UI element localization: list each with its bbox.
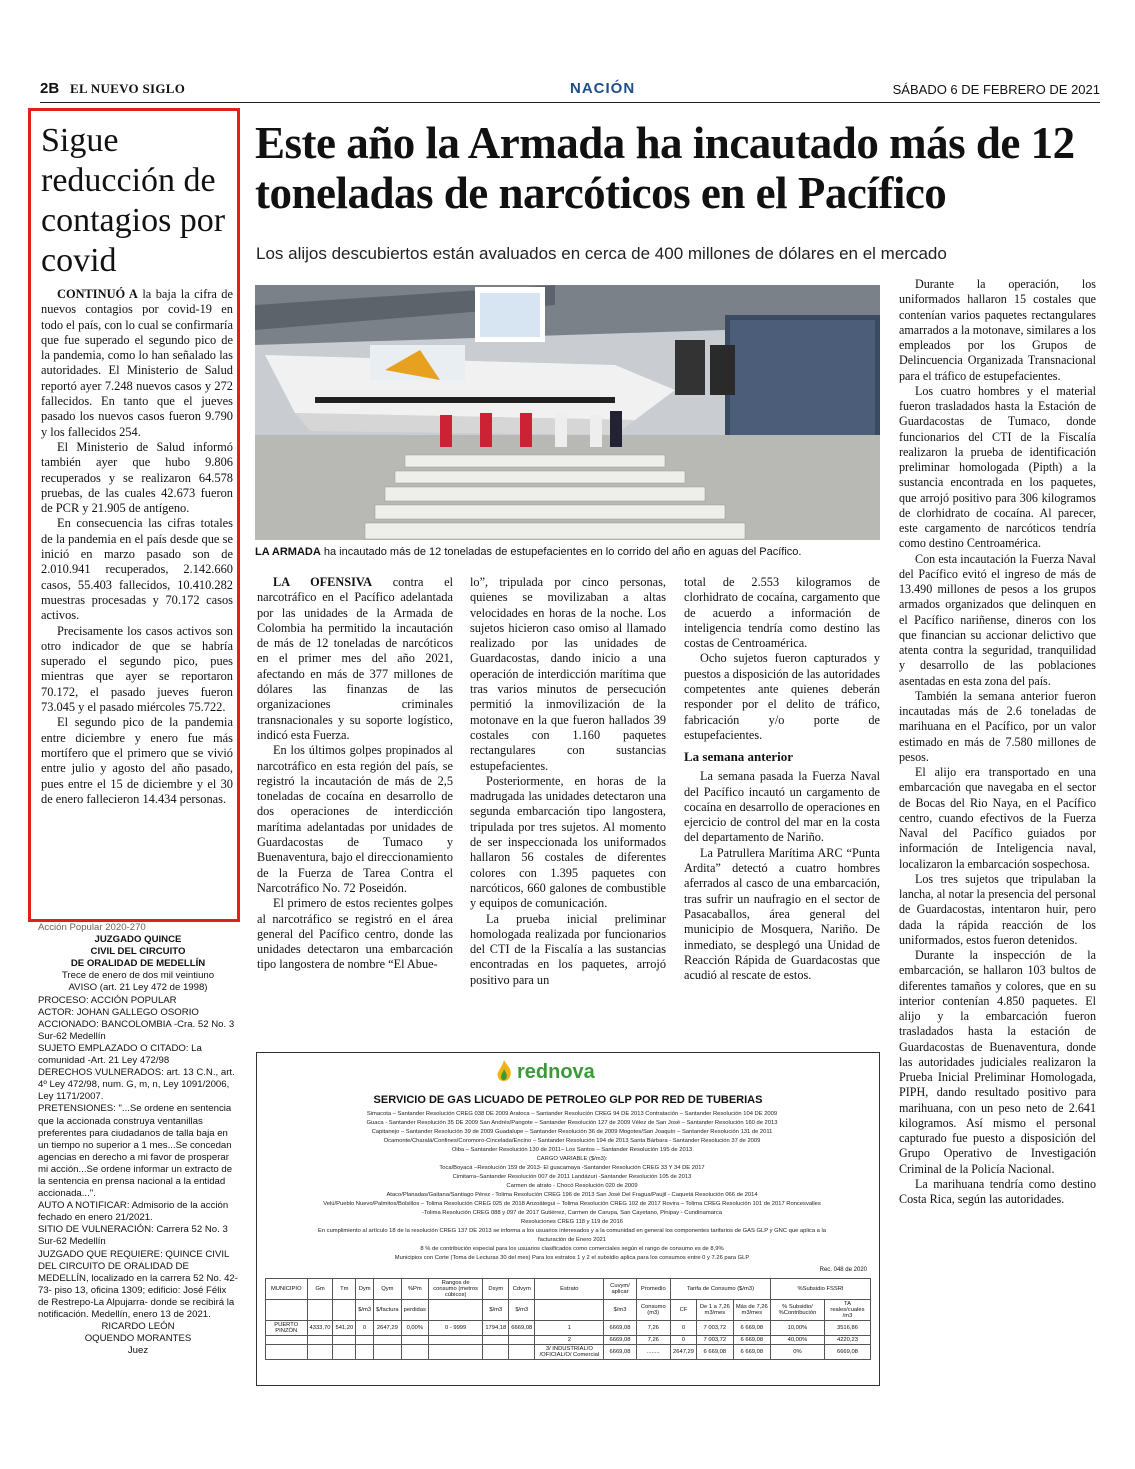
- table-cell: 4220,23: [824, 1336, 870, 1345]
- issue-date: SÁBADO 6 DE FEBRERO DE 2021: [892, 82, 1100, 97]
- table-cell: PUERTO PINZÓN: [266, 1321, 308, 1336]
- table-cell: 6 669,08: [733, 1345, 770, 1360]
- ad-line: Capitanejo – Santander Resolución 39 de 2009 Guadalupe – Santander Resolución 36 de 2009 Mogotes/San Joaquín – Santander Resolución 131 de 2011: [371, 1129, 773, 1135]
- table-subheader-cell: CF: [671, 1300, 697, 1321]
- table-cell: 2647,29: [671, 1345, 697, 1360]
- table-cell: [266, 1336, 308, 1345]
- article-headline: Este año la Armada ha incautado más de 12 toneladas de narcóticos en el Pacífico: [255, 118, 1075, 218]
- legal-line: ACTOR: JOHAN GALLEGO OSORIO: [38, 1006, 199, 1018]
- table-cell: ........: [636, 1345, 671, 1360]
- ad-line: 8 % de contribución especial para los usuarios clasificados como comerciales según el rango de consumo es de 8,9%: [420, 1246, 724, 1252]
- rednova-ad: [256, 1052, 880, 1386]
- table-subheader-cell: [535, 1300, 604, 1321]
- sidebar-paragraph: la baja la cifra de nuevos contagios por covid-19 en todo el país, con lo cual se confirmaría que fue superado el segundo pico de la pandemia, como lo han señalado las autoridades. El Ministerio de Salud reportó ayer 7.248 nuevos casos y 272 fallecidos. En tanto que el jueves pasado los nuevos casos fueron 9.790 y los fallecidos 254.: [41, 287, 233, 439]
- table-cell: 3/ INDUSTRIAL/O /OFICIAL/O/ Comercial: [535, 1345, 604, 1360]
- table-cell: 2: [535, 1336, 604, 1345]
- table-cell: [307, 1345, 333, 1360]
- legal-line: SUJETO EMPLAZADO O CITADO: La comunidad -Art. 21 Ley 472/98: [38, 1042, 202, 1067]
- legal-court: JUZGADO QUINCE: [94, 934, 182, 946]
- tariff-table: [265, 1278, 871, 1360]
- table-header-cell: Tm: [333, 1279, 356, 1300]
- ad-line: Guaca - Santander Resolución 35 DE 2009 San Andrés/Pangote – Santander Resolución 127 de 2009 Vélez de San José – Santander Resolución 160 de 2013: [366, 1120, 778, 1126]
- table-header-cell: Qym: [374, 1279, 402, 1300]
- ad-line: Resoluciones CREG 118 y 119 de 2016: [521, 1219, 623, 1225]
- article-paragraph: contra el narcotráfico en el Pacífico adelantada por las unidades de la Armada de Colombia ha permitido la incautación de más de 12 toneladas de narcóticos en el primer mes del año 2021, afectando en más de 377 millones de dólares las finanzas de las organizaciones criminales transnacionales y su soporte logístico, indicó esta Fuerza.: [257, 575, 454, 742]
- table-cell: 6 669,08: [733, 1336, 770, 1345]
- table-cell: 0: [671, 1321, 697, 1336]
- legal-line: AUTO A NOTIFICAR: Admisorio de la acción fechado en enero 21/2021.: [38, 1200, 229, 1224]
- table-subheader-row: [266, 1300, 871, 1321]
- table-subheader-cell: TA reales/cuales /m3: [824, 1300, 870, 1321]
- article-column-3: [684, 575, 880, 983]
- article-paragraph: Con esta incautación la Fuerza Naval del Pacífico evitó el ingreso de más de 13.490 millones de pesos a los grupos armados organizados que delinquen en el Pacífico nariñense, dineros con los que financian su accionar delictivo que atenta contra la seguridad, tranquilidad y desarrollo de las poblaciones asentadas en esta zona del país.: [899, 551, 1096, 688]
- table-cell: [356, 1336, 374, 1345]
- table-header-cell: Promedio: [636, 1279, 671, 1300]
- table-subheader-cell: [428, 1300, 482, 1321]
- legal-aviso: AVISO (art. 21 Ley 472 de 1998): [68, 982, 208, 994]
- table-header-cell: Estrato: [535, 1279, 604, 1300]
- table-cell: [401, 1345, 428, 1360]
- section-name: NACIÓN: [570, 80, 636, 97]
- legal-court: DE ORALIDAD DE MEDELLÍN: [70, 958, 206, 970]
- table-cell: 7,26: [636, 1321, 671, 1336]
- legal-date: Trece de enero de dos mil veintiuno: [61, 970, 215, 982]
- table-cell: 0,00%: [401, 1321, 428, 1336]
- table-cell: [356, 1345, 374, 1360]
- table-cell: [333, 1345, 356, 1360]
- ad-logo: rednova: [517, 1061, 595, 1083]
- table-row: [266, 1345, 871, 1360]
- article-paragraph: Durante la operación, los uniformados hallaron 15 costales que contenían varios paquetes rectangulares amarrados a la motonave, similares a los empleados por los Grupos de Delincuencia Organizada Transnacional para el tráfico de estupefacientes.: [899, 277, 1096, 383]
- ad-line: Simacota – Santander Resolución CREG 038 DE 2009 Aratoca – Santander Resolución CREG 94 DE 2013 Contratación – Santander Resolución 104 DE 2009: [366, 1111, 778, 1117]
- legal-line: PROCESO: ACCIÓN POPULAR: [38, 994, 177, 1006]
- ad-line: -Tolima Resolución CREG 088 y 097 de 2017 Gutiérrez, Carmen de Carupa, San Cayetano, Pinipay - Cundinamarca: [422, 1210, 722, 1216]
- photo-caption: [255, 546, 895, 558]
- caption-text: ha incautado más de 12 toneladas de estupefacientes en lo corrido del año en aguas del Pacífico.: [320, 546, 802, 558]
- article-column-4: [899, 277, 1096, 1207]
- caption-lead: LA ARMADA: [255, 546, 321, 558]
- table-cell: 7 003,72: [697, 1321, 734, 1336]
- table-subheader-cell: [307, 1300, 333, 1321]
- table-header-cell: Dsym: [483, 1279, 509, 1300]
- table-cell: 4333,70: [307, 1321, 333, 1336]
- article-paragraph: La semana pasada la Fuerza Naval del Pacífico incautó un cargamento de cocaína en desarrollo de operaciones en ejercicio de control del mar en la costa del departamento de Nariño.: [684, 769, 880, 845]
- table-header-cell: %Subsidio FSSRI: [770, 1279, 870, 1300]
- table-subheader-cell: $/m3: [483, 1300, 509, 1321]
- table-cell: 7 003,72: [697, 1336, 734, 1345]
- table-cell: [428, 1336, 482, 1345]
- page-number: 2B: [40, 80, 60, 97]
- sidebar-lead: CONTINUÓ A: [57, 287, 138, 301]
- table-subheader-cell: De 1 a 7,26 m3/mes: [697, 1300, 734, 1321]
- legal-line: Acción Popular 2020-270: [38, 922, 146, 933]
- table-subheader-cell: $/m3: [356, 1300, 374, 1321]
- table-cell: [266, 1345, 308, 1360]
- table-cell: [483, 1336, 509, 1345]
- sidebar-body: [41, 287, 233, 807]
- legal-notice: [38, 922, 238, 1357]
- article-subhead: La semana anterior: [684, 749, 794, 765]
- table-subheader-cell: $/factura: [374, 1300, 402, 1321]
- table-subheader-cell: [333, 1300, 356, 1321]
- table-header-cell: Tarifa de Consumo ($/m3): [671, 1279, 771, 1300]
- table-cell: [333, 1336, 356, 1345]
- article-paragraph: Posteriormente, en horas de la madrugada las unidades detectaron una segunda embarcación tipo langostera, tripulada por tres sujetos. Al momento de ser inspeccionada los uniformados hallaron 56 costales de diferentes colores con 1.395 paquetes con narcóticos, 660 galones de combustible y equipos de comunicación.: [470, 773, 666, 911]
- ad-line: Velú/Pueblo Nuevo/Palmitos/Bolsillos – Tolima Resolución CREG 025 de 2018 Anzoátegui – Tolima Resolución CREG 102 de 2017 Rovira – Tolima CREG Resolución 101 de 2017 Roncesvalles: [323, 1201, 821, 1207]
- page-header: [40, 80, 1100, 103]
- article-lead: LA OFENSIVA: [273, 575, 373, 589]
- article-paragraph: La Patrullera Marítima ARC “Punta Ardita” detectó a cuatro hombres aferrados al casco de una embarcación, tras sufrir un naufragio en el sector de Pasacaballos, área general del municipio de Mosquera, Nariño. De inmediato, se desplegó una Unidad de Reacción Rápida de Guardacostas que acudió al rescate de estos.: [684, 845, 880, 983]
- ad-line: Cimitarra–Santander Resolución 007 de 2011 Landázuri -Santander Resolución 105 de 2013: [452, 1174, 692, 1180]
- table-subheader-cell: $/m3: [604, 1300, 636, 1321]
- article-photo: [255, 285, 880, 540]
- table-cell: [509, 1336, 535, 1345]
- article-paragraph: total de 2.553 kilogramos de clorhidrato de cocaína, cargamento que de acuerdo a información de inteligencia tendría como destino las costas de Centroamérica.: [684, 575, 880, 651]
- newspaper-brand: EL NUEVO SIGLO: [70, 81, 186, 96]
- table-cell: 6 669,08: [733, 1321, 770, 1336]
- flame-icon: [493, 1059, 515, 1085]
- table-cell: 6669,08: [604, 1321, 636, 1336]
- table-cell: 0%: [770, 1345, 824, 1360]
- legal-line: SITIO DE VULNERACIÓN: Carrera 52 No. 3 Sur-62 Medellín: [38, 1224, 228, 1248]
- article-paragraph: Los tres sujetos que tripulaban la lancha, al notar la presencia del personal de Guardacostas, intentaron huir, pero dada la rápida reacción de los uniformados, estos fueron detenidos.: [899, 871, 1096, 947]
- article-paragraph: También la semana anterior fueron incautadas más de 2.6 toneladas de marihuana en el Pacífico, por un valor estimado en más de 7.580 millones de pesos.: [899, 688, 1096, 764]
- table-header-row: [266, 1279, 871, 1300]
- ad-line: Ocamonte/Charalá/Confines/Coromoro-Cincelada/Encino – Santander Resolución 194 de 2013 Santa Bárbara - Santander Resolución 37 de 2009: [383, 1138, 761, 1144]
- table-subheader-cell: Consumo (m3): [636, 1300, 671, 1321]
- article-paragraph: Durante la inspección de la embarcación, se hallaron 103 bultos de diferentes tamaños y colores, que en su interior contenían 4.850 paquetes. El alijo y la embarcación fueron trasladados hasta la estación de Guardacostas de Buenaventura, donde las autoridades judiciales realizaron la Prueba Inicial Preliminar Homologada, PIPH, dando resultado positivo para marihuana, con un peso neto de 2.641 kilogramos. Así mismo el personal capturado fue puesto a disposición del Grupo Operativo de Investigación Criminal de la Policía Nacional.: [899, 948, 1096, 1176]
- ad-line: CARGO VARIABLE ($/m3):: [536, 1156, 608, 1162]
- table-header-cell: Rangos de consumo (metros cúbicos): [428, 1279, 482, 1300]
- article-deck: Los alijos descubiertos están avaluados en cerca de 400 millones de dólares en el mercado: [256, 244, 947, 263]
- article-paragraph: En los últimos golpes propinados al narcotráfico en esta región del país, se registró la incautación de más de 2,5 toneladas de cocaína en desarrollo de dos operaciones de interdicción marítima adelantadas por unidades de Guardacostas de Tumaco y Buenaventura, bajo el direccionamiento de la Fuerza de Tarea Contra el Narcotráfico No. 72 Poseidón.: [257, 743, 453, 895]
- table-cell: [374, 1345, 402, 1360]
- table-cell: 6669,08: [604, 1336, 636, 1345]
- article-paragraph: El primero de estos recientes golpes al narcotráfico se registró en el área general del Pacífico centro, donde las unidades detectaron una embarcación tipo langostera de nombre “El Abue-: [257, 896, 453, 972]
- table-header-cell: MUNICIPIO: [266, 1279, 308, 1300]
- legal-line: DERECHOS VULNERADOS: art. 13 C.N., art. 4º Ley 472/98, num. G, m, n, Ley 1091/2006, Ley 1171/2007.: [38, 1067, 235, 1103]
- table-header-cell: %Pm: [401, 1279, 428, 1300]
- article-paragraph: La marihuana tendría como destino Costa Rica, según las autoridades.: [899, 1176, 1096, 1206]
- article-paragraph: Ocho sujetos fueron capturados y puestos a disposición de las autoridades competentes ante quienes deberán responder por el delito de tráfico, fabricación y/o porte de estupefacientes.: [684, 651, 880, 742]
- table-cell: 6 669,08: [697, 1345, 734, 1360]
- table-row: [266, 1336, 871, 1345]
- table-cell: 6669,08: [824, 1345, 870, 1360]
- table-cell: 10,00%: [770, 1321, 824, 1336]
- table-cell: 1794,18: [483, 1321, 509, 1336]
- table-subheader-cell: perdidas: [401, 1300, 428, 1321]
- table-header-cell: Cdvym: [509, 1279, 535, 1300]
- sidebar-story: [28, 108, 240, 922]
- ad-resolution: Rec. 048 de 2020: [819, 1267, 867, 1273]
- table-cell: 0: [356, 1321, 374, 1336]
- table-header-cell: Gm: [307, 1279, 333, 1300]
- sidebar-paragraph: El segundo pico de la pandemia entre diciembre y enero fue más mortífero que el primero que se vivió entre julio y agosto del año pasado, pues entre el 15 de diciembre y el 30 de enero fallecieron 14.434 personas.: [41, 715, 233, 806]
- legal-signature: OQUENDO MORANTES: [84, 1333, 192, 1345]
- table-subheader-cell: % Subsidio/ %Contribución: [770, 1300, 824, 1321]
- ad-line: Ataco/Planadas/Gaitana/Santiago Pérez - Tolima Resolución CREG 196 de 2013 San José Del Fragua/Paujil - Caquetá Resolución 066 de 2014: [386, 1192, 758, 1198]
- table-cell: 0 - 9999: [428, 1321, 482, 1336]
- table-cell: 1: [535, 1321, 604, 1336]
- table-cell: [509, 1345, 535, 1360]
- article-paragraph: La prueba inicial preliminar homologada realizada por funcionarios del CTI de la Fiscalía a las sustancias encontradas en los paquetes, arrojó positivo para un: [470, 911, 666, 987]
- article-column-1: [257, 575, 453, 973]
- table-cell: 541,20: [333, 1321, 356, 1336]
- ad-line: Municipios con Corte (Toma de Lecturas 30 del mes) Para los estratos 1 y 2 el subsidio aplica para los consumos entre 0 y 7.26 para GLP: [394, 1255, 750, 1261]
- legal-line: JUZGADO QUE REQUIERE: QUINCE CIVIL DEL CIRCUITO DE ORALIDAD DE MEDELLÍN, localizado en la carrera 52 No. 42-73- piso 13, oficina 1309; edificio: José Félix de Restrepo-La Alpujarra- donde se recibirá la notificación. Medellín, enero 13 de 2021.: [38, 1248, 238, 1320]
- table-row: [266, 1321, 871, 1336]
- sidebar-paragraph: Precisamente los casos activos son otro indicador de que se habría superado el segundo pico, pues mientras que ayer se reportaron 70.172, el pasado jueves fueron 73.045 y el pasado miércoles 75.722.: [41, 623, 233, 715]
- ad-title: SERVICIO DE GAS LICUADO DE PETROLEO GLP POR RED DE TUBERIAS: [373, 1094, 763, 1106]
- table-header-cell: Cuvym/ aplicar: [604, 1279, 636, 1300]
- article-paragraph: El alijo era transportado en una embarcación que navegaba en el sector de Bocas del Rio Naya, en el Pacífico centro, cuando efectivos de la Fuerza Naval del Pacífico guiados por información de Inteligencia naval, localizaron la embarcación sospechosa.: [899, 765, 1096, 871]
- ad-line: Carmen de atrato - Chocó Resolución 020 de 2009: [506, 1183, 638, 1189]
- table-header-cell: Dym: [356, 1279, 374, 1300]
- table-cell: [483, 1345, 509, 1360]
- table-cell: 2647,29: [374, 1321, 402, 1336]
- sidebar-paragraph: El Ministerio de Salud informó también ayer que hubo 9.806 recuperados y se realizaron 64.578 pruebas, de las cuales 42.673 fueron de PCR y 21.905 de antígeno.: [41, 439, 233, 516]
- table-cell: [374, 1336, 402, 1345]
- table-cell: 6669,08: [509, 1321, 535, 1336]
- table-cell: 0: [671, 1336, 697, 1345]
- ad-line: Oiba – Santander Resolución 130 de 2011– Los Santos – Santander Resolución 195 de 2013: [451, 1147, 693, 1153]
- legal-court: CIVIL DEL CIRCUITO: [90, 946, 186, 958]
- table-cell: [307, 1336, 333, 1345]
- table-cell: 7,26: [636, 1336, 671, 1345]
- ad-fineprint: [312, 1110, 832, 1263]
- article-paragraph: lo”, tripulada por cinco personas, quienes se movilizaban a altas velocidades en horas de la noche. Los sujetos hicieron caso omiso al llamado realizado por las unidades de Guardacostas, dando inicio a una operación de interdicción marítima que tras varios minutos de persecución permitió la inmovilización de la motonave en la que fueron hallados 39 costales con 1.160 paquetes rectangulares con sustancias estupefacientes.: [470, 575, 666, 773]
- legal-line: ACCIONADO: BANCOLOMBIA -Cra. 52 No. 3 Sur-62 Medellín: [38, 1018, 235, 1042]
- table-cell: [401, 1336, 428, 1345]
- ad-line: Toca/Boyacá –Resolución 159 de 2013- El guacamaya -Santander Resolución CREG 33 Y 34 DE 2017: [439, 1165, 705, 1171]
- ad-line: En cumplimiento al artículo 18 de la resolución CREG 137 DE 2013 se informa a los usuarios interesados y a la comunidad en general los componentes tarifarios de GAS GLP y GNC que aplica a la facturación de Enero 2021: [317, 1228, 827, 1243]
- table-cell: 3516,86: [824, 1321, 870, 1336]
- legal-signature: RICARDO LEÓN: [101, 1321, 175, 1333]
- article-paragraph: Los cuatro hombres y el material fueron trasladados hasta la Estación de Guardacostas de Tumaco, donde funcionarios del CTI de la Fiscalía realizaron la prueba de identificación preliminar homologada (Pipth) a la sustancia encontrada en los paquetes, que arrojó positivo para 306 kilogramos de clorhidrato de cocaína. Al parecer, este cargamento de narcóticos tendría como destino Centroamérica.: [899, 383, 1096, 551]
- sidebar-paragraph: En consecuencia las cifras totales de la pandemia en el país desde que se inició en marzo pasado son de 2.010.941 recuperados, 2.142.660 casos, 55.403 fallecidos, 10.410.282 muestras procesadas y 70.172 casos activos.: [41, 516, 233, 623]
- article-column-2: [470, 575, 666, 988]
- table-cell: 6669,08: [604, 1345, 636, 1360]
- table-subheader-cell: [266, 1300, 308, 1321]
- table-cell: [428, 1345, 482, 1360]
- sidebar-title: Sigue reducción de contagios por covid: [41, 122, 226, 279]
- legal-line: PRETENSIONES: "...Se ordene en sentencia que la accionada construya ventanillas preferentes para ciudadanos de talla baja en un tiempo no superior a 1 mes...Se concedan agencias en derecho a mi favor de prosperar mi acción...Se ordene informar un extracto de la sentencia en prensa nacional a la entidad accionada...".: [38, 1103, 233, 1200]
- table-subheader-cell: Más de 7,26 m3/mes: [733, 1300, 770, 1321]
- legal-signature: Juez: [127, 1345, 149, 1357]
- table-subheader-cell: $/m3: [509, 1300, 535, 1321]
- table-cell: 40,00%: [770, 1336, 824, 1345]
